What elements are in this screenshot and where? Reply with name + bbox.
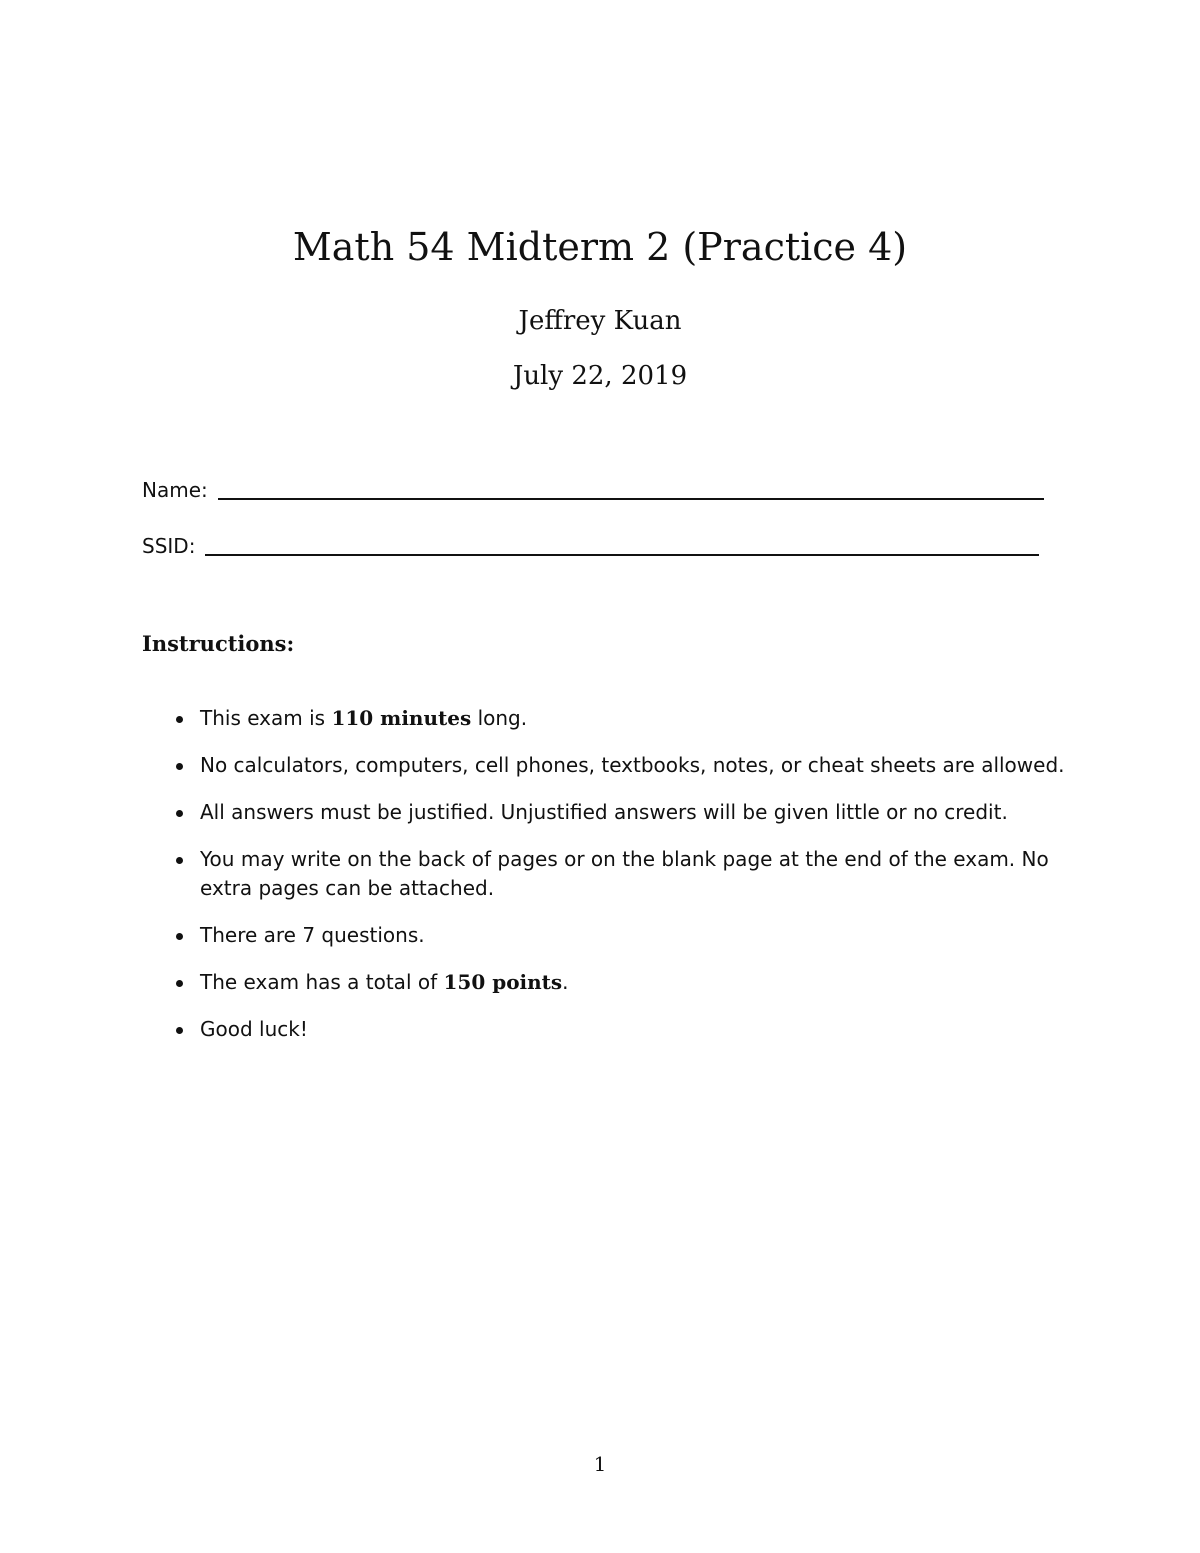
instruction-text: . [562, 970, 569, 994]
instruction-item [176, 1015, 1076, 1044]
author-name: Jeffrey Kuan [518, 306, 682, 336]
instructions-list [176, 704, 1076, 1062]
name-label: Name: [142, 478, 208, 502]
instruction-item [176, 921, 1076, 950]
ssid-blank-line[interactable] [205, 554, 1039, 556]
bullet-icon [176, 980, 183, 987]
instruction-item [176, 751, 1076, 780]
instruction-item [176, 845, 1076, 903]
bullet-icon [176, 716, 183, 723]
instruction-emphasis: 150 points [443, 970, 563, 994]
instruction-text: The exam has a total of [200, 970, 444, 994]
instruction-text: All answers must be justified. Unjustified answers will be given little or no credit. [200, 800, 1008, 824]
bullet-icon [176, 857, 183, 864]
instruction-text: No calculators, computers, cell phones, textbooks, notes, or cheat sheets are allowed. [200, 753, 1065, 777]
instruction-text: Good luck! [200, 1017, 308, 1041]
instructions-heading: Instructions: [142, 631, 295, 656]
instruction-emphasis: 110 minutes [331, 706, 472, 730]
name-field [142, 474, 1044, 504]
page-number: 1 [593, 1452, 607, 1476]
name-blank-line[interactable] [218, 498, 1044, 500]
instruction-item [176, 968, 1076, 997]
instruction-item [176, 704, 1076, 733]
bullet-icon [176, 810, 183, 817]
bullet-icon [176, 763, 183, 770]
bullet-icon [176, 1027, 183, 1034]
exam-date: July 22, 2019 [512, 361, 688, 391]
instruction-text: This exam is [200, 706, 332, 730]
exam-title: Math 54 Midterm 2 (Practice 4) [292, 225, 908, 269]
bullet-icon [176, 933, 183, 940]
instruction-text: long. [471, 706, 528, 730]
instruction-text: You may write on the back of pages or on the blank page at the end of the exam. No extra pages can be attached. [200, 847, 1049, 900]
ssid-field [142, 530, 1039, 560]
instruction-item [176, 798, 1076, 827]
ssid-label: SSID: [142, 534, 196, 558]
instruction-text: There are 7 questions. [200, 923, 425, 947]
